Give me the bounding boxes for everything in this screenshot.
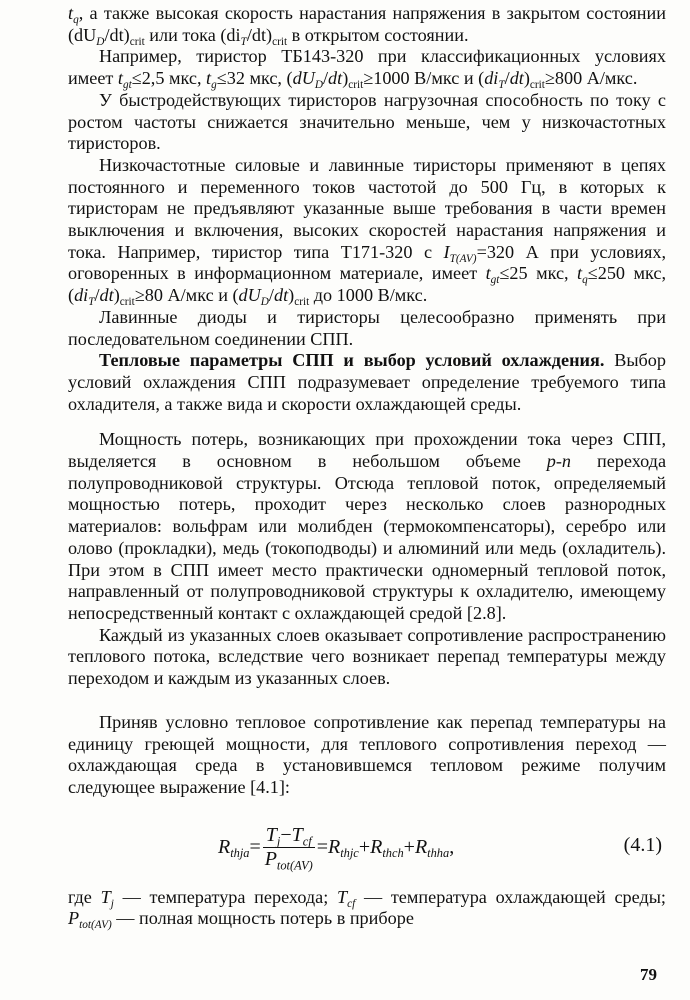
paragraph-4: Низкочастотные силовые и лавинные тиристоры применяют в цепях постоянного и переменного токов частотой до 500 Гц, в которых к тиристорам не предъявляют указанные выше требования в части времен выключения и включения, высоких скоростей нарастания напряжения и тока. Например, тиристор типа Т171-320 с $I_{T(AV)}=320$ А при условиях, оговоренных в информационном материале, имеет $t_{gt}\le 25$ мкс, $t_q\le 250$ мкс, $(di_T/dt)_{crit}\ge 80$ А/мкс и $(dU_D/dt)_{crit}$ до 1000 В/мкс. — [68, 154, 666, 309]
paragraph-2: Например, тиристор ТБ143-320 при классификационных условиях имеет $t_{gt}\le 2,5$ мкс, $t_g\le 32$ мкс, $(dU_D/dt)_{crit}\ge 1000$ В/мкс и $(di_T/dt)_{crit}\ge 800$ А/мкс. — [68, 46, 666, 92]
paragraph-7: Мощность потерь, возникающих при прохождении тока через СПП, выделяется в основном в небольшом объеме p-n перехода полупроводниковой структуры. Отсюда тепловой поток, определяемый мощностью потерь, проходит через несколько слоев разнородных материалов: вольфрам или молибден (термокомпенсаторы), серебро или олово (прокладки), медь (токоподводы) и алюминий или медь (охладитель). При этом в СПП имеет место практически одномерный тепловой поток, направленный от полупроводниковой структуры к охладителю, имеющему непосредственный контакт с охлаждающей средой [2.8]. — [68, 429, 667, 623]
equation-number: (4.1) — [623, 833, 662, 856]
paragraph-9: Приняв условно тепловое сопротивление как перепад температуры на единицу греющей мощности, для теплового сопротивления переход — охлаждающая среда в установившемся тепловом режиме получим следующее выражение [4.1]: — [68, 711, 666, 797]
fraction: $\frac{T_j-T_{cf}}{P_{tot(AV)}}$ — [264, 823, 313, 873]
body-text — [68, 3, 666, 930]
paragraph-6: Тепловые параметры СПП и выбор условий охлаждения. Выбор условий охлаждения СПП подразумевает определение требуемого типа охладителя, а также вида и скорости охлаждающей среды. — [68, 350, 666, 414]
page-number: 79 — [640, 965, 657, 984]
paragraph-5: Лавинные диоды и тиристоры целесообразно применять при последовательном соединении СПП. — [68, 306, 666, 349]
section-heading: Тепловые параметры СПП и выбор условий охлаждения. — [99, 350, 605, 371]
equation-4-1: $R_{thja}=$ $\frac{T_j-T_{cf}}{P_{tot(AV)}}$ $=R_{thjc}+R_{thch}+R_{thha}$, (4.1) — [218, 823, 662, 873]
paragraph-8: Каждый из указанных слоев оказывает сопротивление распространению теплового потока, вследствие чего возникает перепад температуры между переходом и каждым из указанных слоев. — [68, 624, 666, 689]
paragraph-1: $t_q$, а также высокая скорость нарастания напряжения в закрытом состоянии $(dU_D/dt)_{crit}$ или тока $(di_T/dt)_{crit}$ в открытом состоянии. — [68, 3, 667, 48]
paragraph-3: У быстродействующих тиристоров нагрузочная способность по току с ростом частоты снижается значительно меньше, чем у низкочастотных тиристоров. — [68, 89, 666, 154]
paragraph-10: где $T_j$ — температура перехода; $T_{cf}$ — температура охлаждающей среды; $P_{tot(AV)}$ — полная мощность потерь в приборе — [68, 886, 666, 932]
